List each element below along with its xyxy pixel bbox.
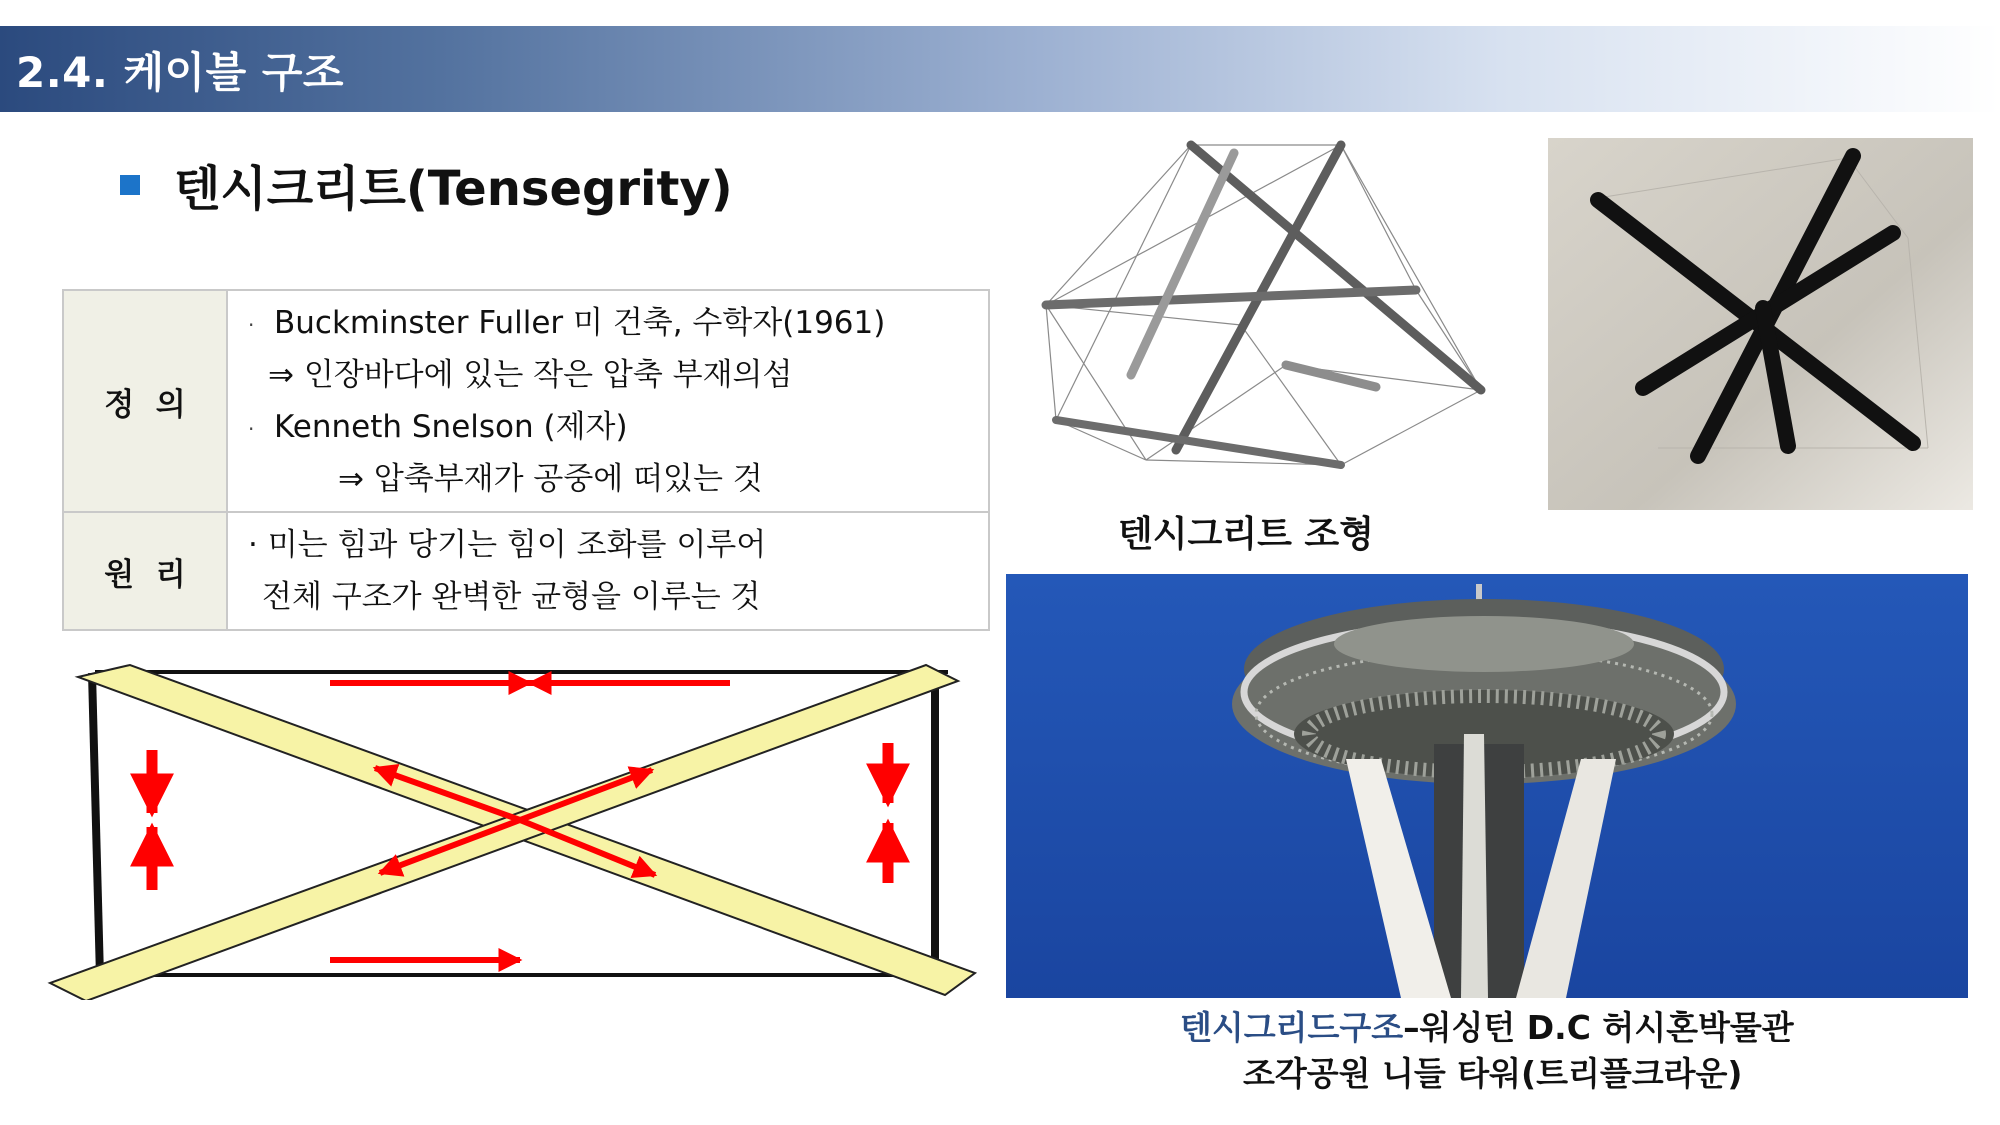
slide-title: 2.4. 케이블 구조 [16, 48, 344, 97]
square-bullet-icon [120, 175, 140, 195]
tower-caption-highlight: 텐시그리드구조 [1180, 1008, 1404, 1047]
principle-line-1: · 미는 힘과 당기는 힘이 조화를 이루어 [248, 527, 767, 563]
definition-row [63, 290, 989, 512]
needle-tower-image [1006, 574, 1968, 998]
definition-line-3: · Kenneth Snelson (제자) [248, 401, 972, 453]
tensegrity-photo-image [1548, 138, 1973, 510]
middle-dot-icon: · [248, 312, 255, 337]
principle-line-2: 전체 구조가 완벽한 균형을 이루는 것 [262, 579, 761, 615]
principle-label: 원 리 [63, 512, 227, 630]
title-bar [0, 26, 2000, 112]
definition-content [227, 290, 989, 512]
tensegrity-force-diagram [40, 655, 1000, 1000]
definition-line-4: ⇒ 압축부재가 공중에 떠있는 것 [338, 461, 763, 497]
model-caption: 텐시그리트 조형 [1118, 514, 1374, 555]
tower-caption-line-1 [1180, 1002, 1794, 1049]
tower-caption-rest: –워싱턴 D.C 허시혼박물관 [1403, 1008, 1794, 1047]
definition-table [62, 289, 990, 631]
section-heading-text: 텐시크리트(Tensegrity) [174, 161, 733, 217]
compression-struts [50, 665, 975, 1000]
tensegrity-sculpture-image [1036, 135, 1490, 475]
middle-dot-icon: · [248, 416, 255, 441]
definition-label: 정 의 [63, 290, 227, 512]
principle-row [63, 512, 989, 630]
tower-caption-line-2: 조각공원 니들 타워(트리플크라운) [1243, 1054, 1743, 1093]
section-heading [120, 150, 733, 219]
definition-line-2: ⇒ 인장바다에 있는 작은 압축 부재의섬 [268, 357, 793, 393]
definition-line-1: · Buckminster Fuller 미 건축, 수학자(1961) [248, 297, 972, 349]
principle-content [227, 512, 989, 630]
